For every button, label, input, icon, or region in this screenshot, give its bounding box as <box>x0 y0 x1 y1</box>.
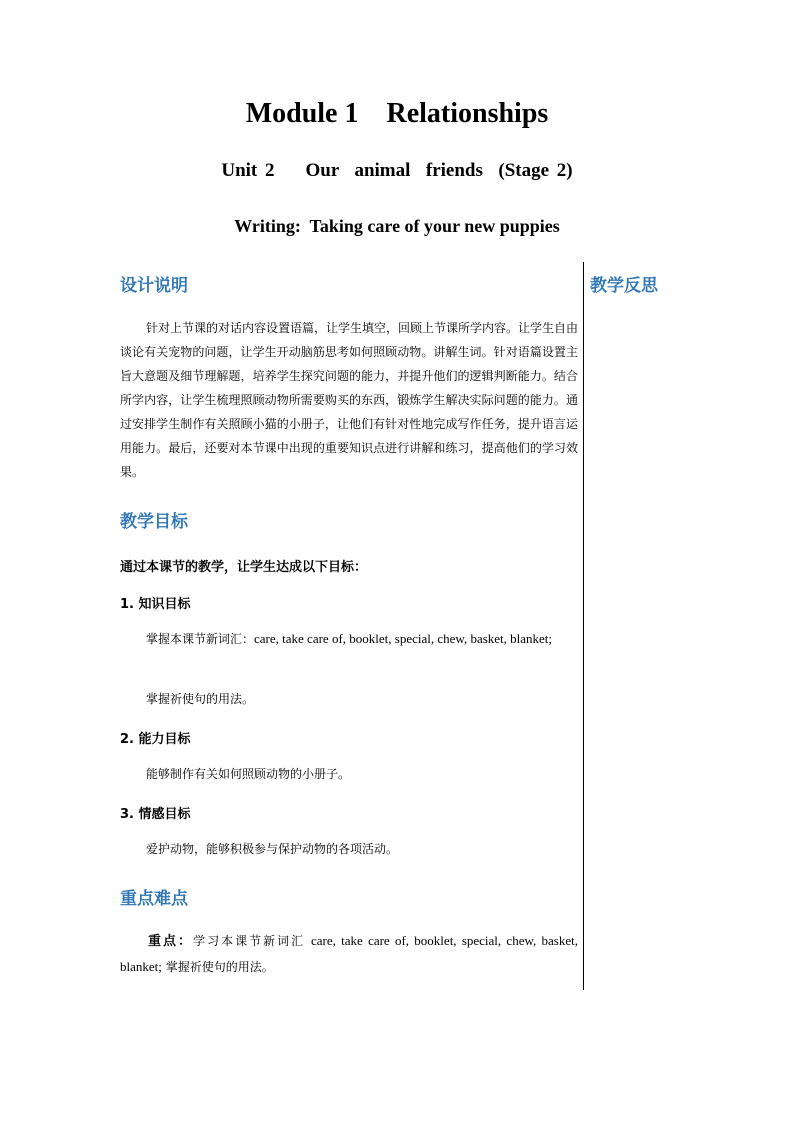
column-divider <box>583 262 584 990</box>
key-points-prefix: 学习本课节新词汇 <box>193 934 306 948</box>
emotion-goal-label: 3. 情感目标 <box>120 807 191 822</box>
goals-heading: 教学目标 <box>120 512 188 532</box>
ability-goal-text: 能够制作有关如何照顾动物的小册子。 <box>146 767 351 781</box>
ability-goal-label: 2. 能力目标 <box>120 732 191 747</box>
emotion-goal-text: 爱护动物，能够积极参与保护动物的各项活动。 <box>146 842 399 856</box>
goals-intro: 通过本课节的教学，让学生达成以下目标： <box>120 560 368 575</box>
lesson-subtitle: Writing: Taking care of your new puppies <box>234 216 560 236</box>
unit-subtitle: Unit 2 Our animal friends (Stage 2) <box>221 160 573 181</box>
key-points-suffix: 掌握祈使句的用法。 <box>165 960 274 974</box>
knowledge-words: care, take care of, booklet, special, chew, basket, blanket; <box>254 631 553 646</box>
knowledge-goal-label: 1. 知识目标 <box>120 597 191 612</box>
key-points-words: care, take care of, booklet, special, chew, basket, blanket; <box>120 933 578 974</box>
page-title: Module 1 Relationships <box>245 98 549 129</box>
reflection-heading: 教学反思 <box>590 276 658 296</box>
knowledge-prefix: 掌握本课节新词汇： <box>146 632 255 646</box>
knowledge-goal-line2: 掌握祈使句的用法。 <box>146 692 255 706</box>
key-points-heading: 重点难点 <box>120 889 188 909</box>
knowledge-goal-paragraph <box>120 626 578 652</box>
key-points-paragraph <box>120 928 578 980</box>
design-paragraph <box>120 316 578 484</box>
design-heading: 设计说明 <box>120 276 188 296</box>
design-text: 针对上节课的对话内容设置语篇，让学生填空，回顾上节课所学内容。让学生自由谈论有关宠物的问题，让学生开动脑筋思考如何照顾动物。讲解生词。针对语篇设置主旨大意题及细节理解题，培养学生探究问题的能力，并提升他们的逻辑判断能力。结合所学内容，让学生梳理照顾动物所需要购买的东西，锻炼学生解决实际问题的能力。通过安排学生制作有关照顾小猫的小册子，让他们有针对性地完成写作任务，提升语言运用能力。最后，还要对本节课中出现的重要知识点进行讲解和练习，提高他们的学习效果。 <box>120 321 579 479</box>
key-points-label: 重点： <box>146 934 194 949</box>
